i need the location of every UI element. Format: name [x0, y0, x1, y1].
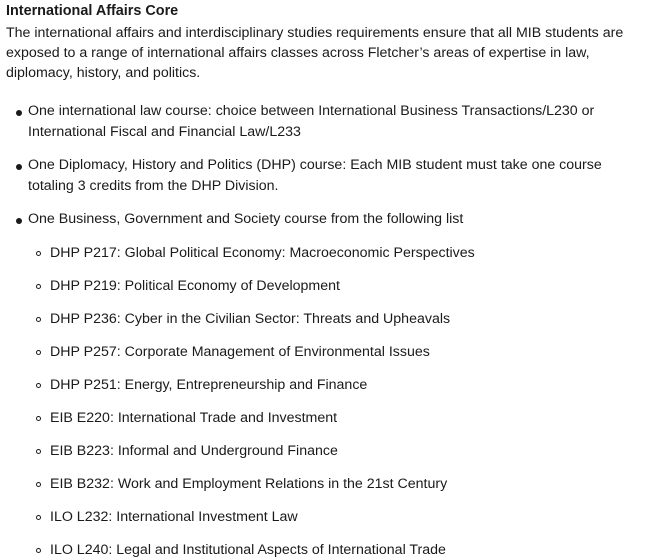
course-item: [6, 474, 646, 494]
section-intro: The international affairs and interdisciplinary studies requirements ensure that all MIB students are exposed to a range of international affairs classes across Fletcher’s areas of expertise in law, diplomacy, history, and politics.: [6, 25, 624, 81]
circle-bullet-icon: [36, 251, 41, 256]
course-item: [6, 276, 646, 296]
bullet-icon: [16, 218, 22, 224]
course-text: EIB B232: Work and Employment Relations in the 21st Century: [50, 476, 448, 492]
course-list: [6, 243, 646, 560]
course-item: [6, 375, 646, 395]
circle-bullet-icon: [36, 482, 41, 487]
course-item: [6, 243, 646, 263]
course-text: ILO L240: Legal and Institutional Aspects of International Trade: [50, 542, 446, 558]
course-text: DHP P251: Energy, Entrepreneurship and Finance: [50, 377, 368, 393]
course-item: [6, 309, 646, 329]
course-item: [6, 342, 646, 362]
circle-bullet-icon: [36, 284, 41, 289]
circle-bullet-icon: [36, 515, 41, 520]
section-title: International Affairs Core: [6, 3, 179, 19]
requirement-text: One Diplomacy, History and Politics (DHP) course: Each MIB student must take one course totaling 3 credits from the DHP Division.: [28, 157, 602, 194]
course-text: EIB E220: International Trade and Investment: [50, 410, 338, 426]
circle-bullet-icon: [36, 548, 41, 553]
course-text: DHP P257: Corporate Management of Environmental Issues: [50, 344, 430, 360]
course-text: EIB B223: Informal and Underground Finance: [50, 443, 338, 459]
course-text: DHP P219: Political Economy of Development: [50, 278, 340, 294]
requirement-item: [6, 155, 646, 197]
course-item: [6, 507, 646, 527]
course-text: DHP P236: Cyber in the Civilian Sector: Threats and Upheavals: [50, 311, 451, 327]
course-item: [6, 540, 646, 560]
course-text: ILO L232: International Investment Law: [50, 509, 298, 525]
circle-bullet-icon: [36, 350, 41, 355]
requirement-text: One international law course: choice between International Business Transactions/L230 or International Fiscal and Financial Law/L233: [28, 103, 595, 140]
course-item: [6, 441, 646, 461]
bullet-icon: [16, 164, 22, 170]
circle-bullet-icon: [36, 383, 41, 388]
circle-bullet-icon: [36, 317, 41, 322]
course-item: [6, 408, 646, 428]
bullet-icon: [16, 110, 22, 116]
requirement-item: [6, 209, 646, 560]
circle-bullet-icon: [36, 449, 41, 454]
document-content: [6, 0, 646, 560]
requirement-item: [6, 101, 646, 143]
course-text: DHP P217: Global Political Economy: Macroeconomic Perspectives: [50, 245, 475, 261]
requirement-text: One Business, Government and Society course from the following list: [28, 211, 464, 227]
requirements-list: [6, 101, 646, 560]
circle-bullet-icon: [36, 416, 41, 421]
